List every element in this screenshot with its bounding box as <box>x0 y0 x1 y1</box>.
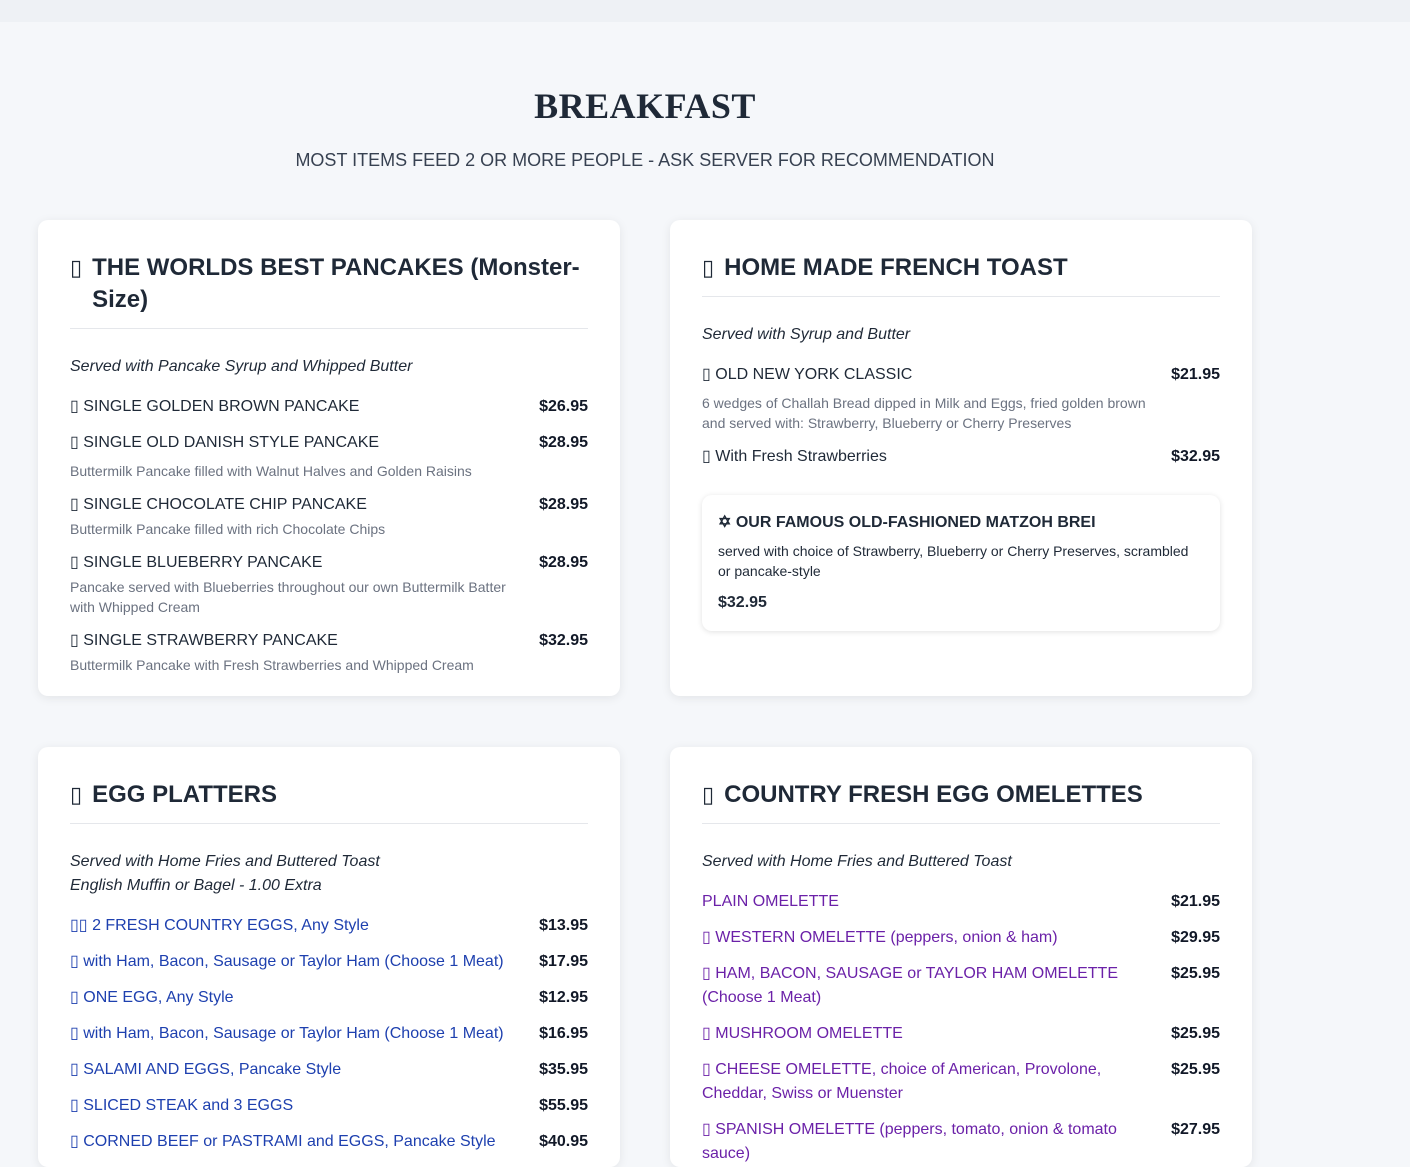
pancake-icon: ▯ <box>70 255 83 280</box>
item-name: ▯ SLICED STEAK and 3 EGGS <box>70 1097 294 1114</box>
egg-platters-title: EGG PLATTERS <box>92 781 278 808</box>
egg-platters-note <box>70 850 588 898</box>
french-toast-title: HOME MADE FRENCH TOAST <box>724 254 1068 281</box>
egg-icon: ▯ <box>70 782 83 807</box>
pancakes-card-header <box>70 252 588 329</box>
egg-platters-note-line2: English Muffin or Bagel - 1.00 Extra <box>70 877 322 894</box>
item-name: ▯ SINGLE GOLDEN BROWN PANCAKE <box>70 398 360 415</box>
item-name: ▯ OLD NEW YORK CLASSIC <box>702 366 913 383</box>
menu-item[interactable] <box>70 493 588 539</box>
item-description: 6 wedges of Challah Bread dipped in Milk and Eggs, fried golden brown and served with: Strawberry, Blueberry or Cherry Preserves <box>702 395 1146 431</box>
item-name: ▯ With Fresh Strawberries <box>702 448 887 465</box>
item-name: ▯ with Ham, Bacon, Sausage or Taylor Ham (Choose 1 Meat) <box>70 1025 504 1042</box>
item-price: $17.95 <box>539 953 588 970</box>
pancakes-card <box>38 220 620 696</box>
item-name: ▯ CORNED BEEF or PASTRAMI and EGGS, Pancake Style <box>70 1133 496 1150</box>
menu-item[interactable] <box>70 914 588 938</box>
item-name: ▯ CHEESE OMELETTE, choice of American, Provolone, Cheddar, Swiss or Muenster <box>702 1061 1102 1102</box>
menu-item[interactable] <box>702 1022 1220 1046</box>
item-name: ▯ WESTERN OMELETTE (peppers, onion & ham) <box>702 929 1058 946</box>
item-name: ▯ SALAMI AND EGGS, Pancake Style <box>70 1061 342 1078</box>
item-name: ▯ HAM, BACON, SAUSAGE or TAYLOR HAM OMELETTE (Choose 1 Meat) <box>702 965 1118 1006</box>
item-price: $21.95 <box>1171 893 1220 910</box>
item-name: ▯ ONE EGG, Any Style <box>70 989 234 1006</box>
omelettes-title: COUNTRY FRESH EGG OMELETTES <box>724 781 1143 808</box>
menu-item[interactable] <box>70 395 588 419</box>
french-toast-note: Served with Syrup and Butter <box>702 326 911 343</box>
french-toast-items <box>702 363 1220 469</box>
item-name: ▯ SINGLE STRAWBERRY PANCAKE <box>70 632 338 649</box>
top-bar <box>0 0 1410 22</box>
menu-item[interactable] <box>70 1130 588 1154</box>
item-description: Buttermilk Pancake filled with rich Chocolate Chips <box>70 521 386 537</box>
egg-platters-card <box>38 747 620 1167</box>
item-price: $29.95 <box>1171 929 1220 946</box>
item-price: $55.95 <box>539 1097 588 1114</box>
item-price: $25.95 <box>1171 1061 1220 1078</box>
item-price: $12.95 <box>539 989 588 1006</box>
item-price: $28.95 <box>539 554 588 571</box>
item-name: ▯ SINGLE OLD DANISH STYLE PANCAKE <box>70 434 380 451</box>
item-name: PLAIN OMELETTE <box>702 893 839 910</box>
menu-item[interactable] <box>70 1094 588 1118</box>
item-name: ▯ SPANISH OMELETTE (peppers, tomato, onion & tomato sauce) <box>702 1121 1117 1162</box>
menu-item[interactable] <box>70 986 588 1010</box>
toast-icon: ▯ <box>702 255 715 280</box>
matzoh-brei-special[interactable] <box>702 495 1220 631</box>
pancakes-title: THE WORLDS BEST PANCAKES (Monster-Size) <box>92 254 580 313</box>
item-price: $28.95 <box>539 434 588 451</box>
omelette-icon: ▯ <box>702 782 715 807</box>
french-toast-card-header <box>702 252 1220 297</box>
menu-item[interactable] <box>702 363 1220 433</box>
item-price: $32.95 <box>1171 448 1220 465</box>
item-price: $26.95 <box>539 398 588 415</box>
menu-item[interactable] <box>70 629 588 675</box>
menu-item[interactable] <box>70 1022 588 1046</box>
menu-item[interactable] <box>702 1118 1220 1166</box>
item-price: $25.95 <box>1171 1025 1220 1042</box>
menu-header <box>0 84 1290 171</box>
menu-item[interactable] <box>70 431 588 481</box>
menu-item[interactable] <box>702 890 1220 914</box>
item-price: $16.95 <box>539 1025 588 1042</box>
pancakes-note: Served with Pancake Syrup and Whipped Butter <box>70 358 413 375</box>
item-name: ▯ SINGLE BLUEBERRY PANCAKE <box>70 554 323 571</box>
menu-item[interactable] <box>70 950 588 974</box>
egg-platters-card-header <box>70 779 588 824</box>
item-name: ▯▯ 2 FRESH COUNTRY EGGS, Any Style <box>70 917 369 934</box>
menu-item[interactable] <box>70 1058 588 1082</box>
menu-item[interactable] <box>702 1058 1220 1106</box>
omelettes-card <box>670 747 1252 1167</box>
menu-item[interactable] <box>70 551 588 617</box>
menu-item[interactable] <box>702 962 1220 1010</box>
menu-item[interactable] <box>702 445 1220 469</box>
french-toast-card <box>670 220 1252 696</box>
item-price: $28.95 <box>539 496 588 513</box>
special-title: ✡ OUR FAMOUS OLD-FASHIONED MATZOH BREI <box>718 514 1096 531</box>
page-title: BREAKFAST <box>534 86 756 126</box>
item-price: $21.95 <box>1171 366 1220 383</box>
egg-platters-items <box>70 914 588 1154</box>
item-price: $32.95 <box>539 632 588 649</box>
item-description: Buttermilk Pancake with Fresh Strawberries and Whipped Cream <box>70 657 474 673</box>
menu-item[interactable] <box>702 926 1220 950</box>
special-price: $32.95 <box>718 594 767 611</box>
item-price: $35.95 <box>539 1061 588 1078</box>
omelettes-card-header <box>702 779 1220 824</box>
item-name: ▯ MUSHROOM OMELETTE <box>702 1025 903 1042</box>
item-description: Buttermilk Pancake filled with Walnut Halves and Golden Raisins <box>70 463 472 479</box>
item-name: ▯ with Ham, Bacon, Sausage or Taylor Ham (Choose 1 Meat) <box>70 953 504 970</box>
item-price: $25.95 <box>1171 965 1220 982</box>
pancakes-items <box>70 395 588 675</box>
egg-platters-note-line1: Served with Home Fries and Buttered Toast <box>70 853 380 870</box>
item-price: $13.95 <box>539 917 588 934</box>
item-price: $40.95 <box>539 1133 588 1150</box>
page-subtitle: MOST ITEMS FEED 2 OR MORE PEOPLE - ASK SERVER FOR RECOMMENDATION <box>295 150 995 170</box>
omelettes-note: Served with Home Fries and Buttered Toast <box>702 853 1012 870</box>
omelettes-items <box>702 890 1220 1166</box>
item-name: ▯ SINGLE CHOCOLATE CHIP PANCAKE <box>70 496 367 513</box>
special-description: served with choice of Strawberry, Blueberry or Cherry Preserves, scrambled or pancake-style <box>718 543 1189 579</box>
item-price: $27.95 <box>1171 1121 1220 1138</box>
item-description: Pancake served with Blueberries throughout our own Buttermilk Batter with Whipped Cream <box>70 579 506 615</box>
